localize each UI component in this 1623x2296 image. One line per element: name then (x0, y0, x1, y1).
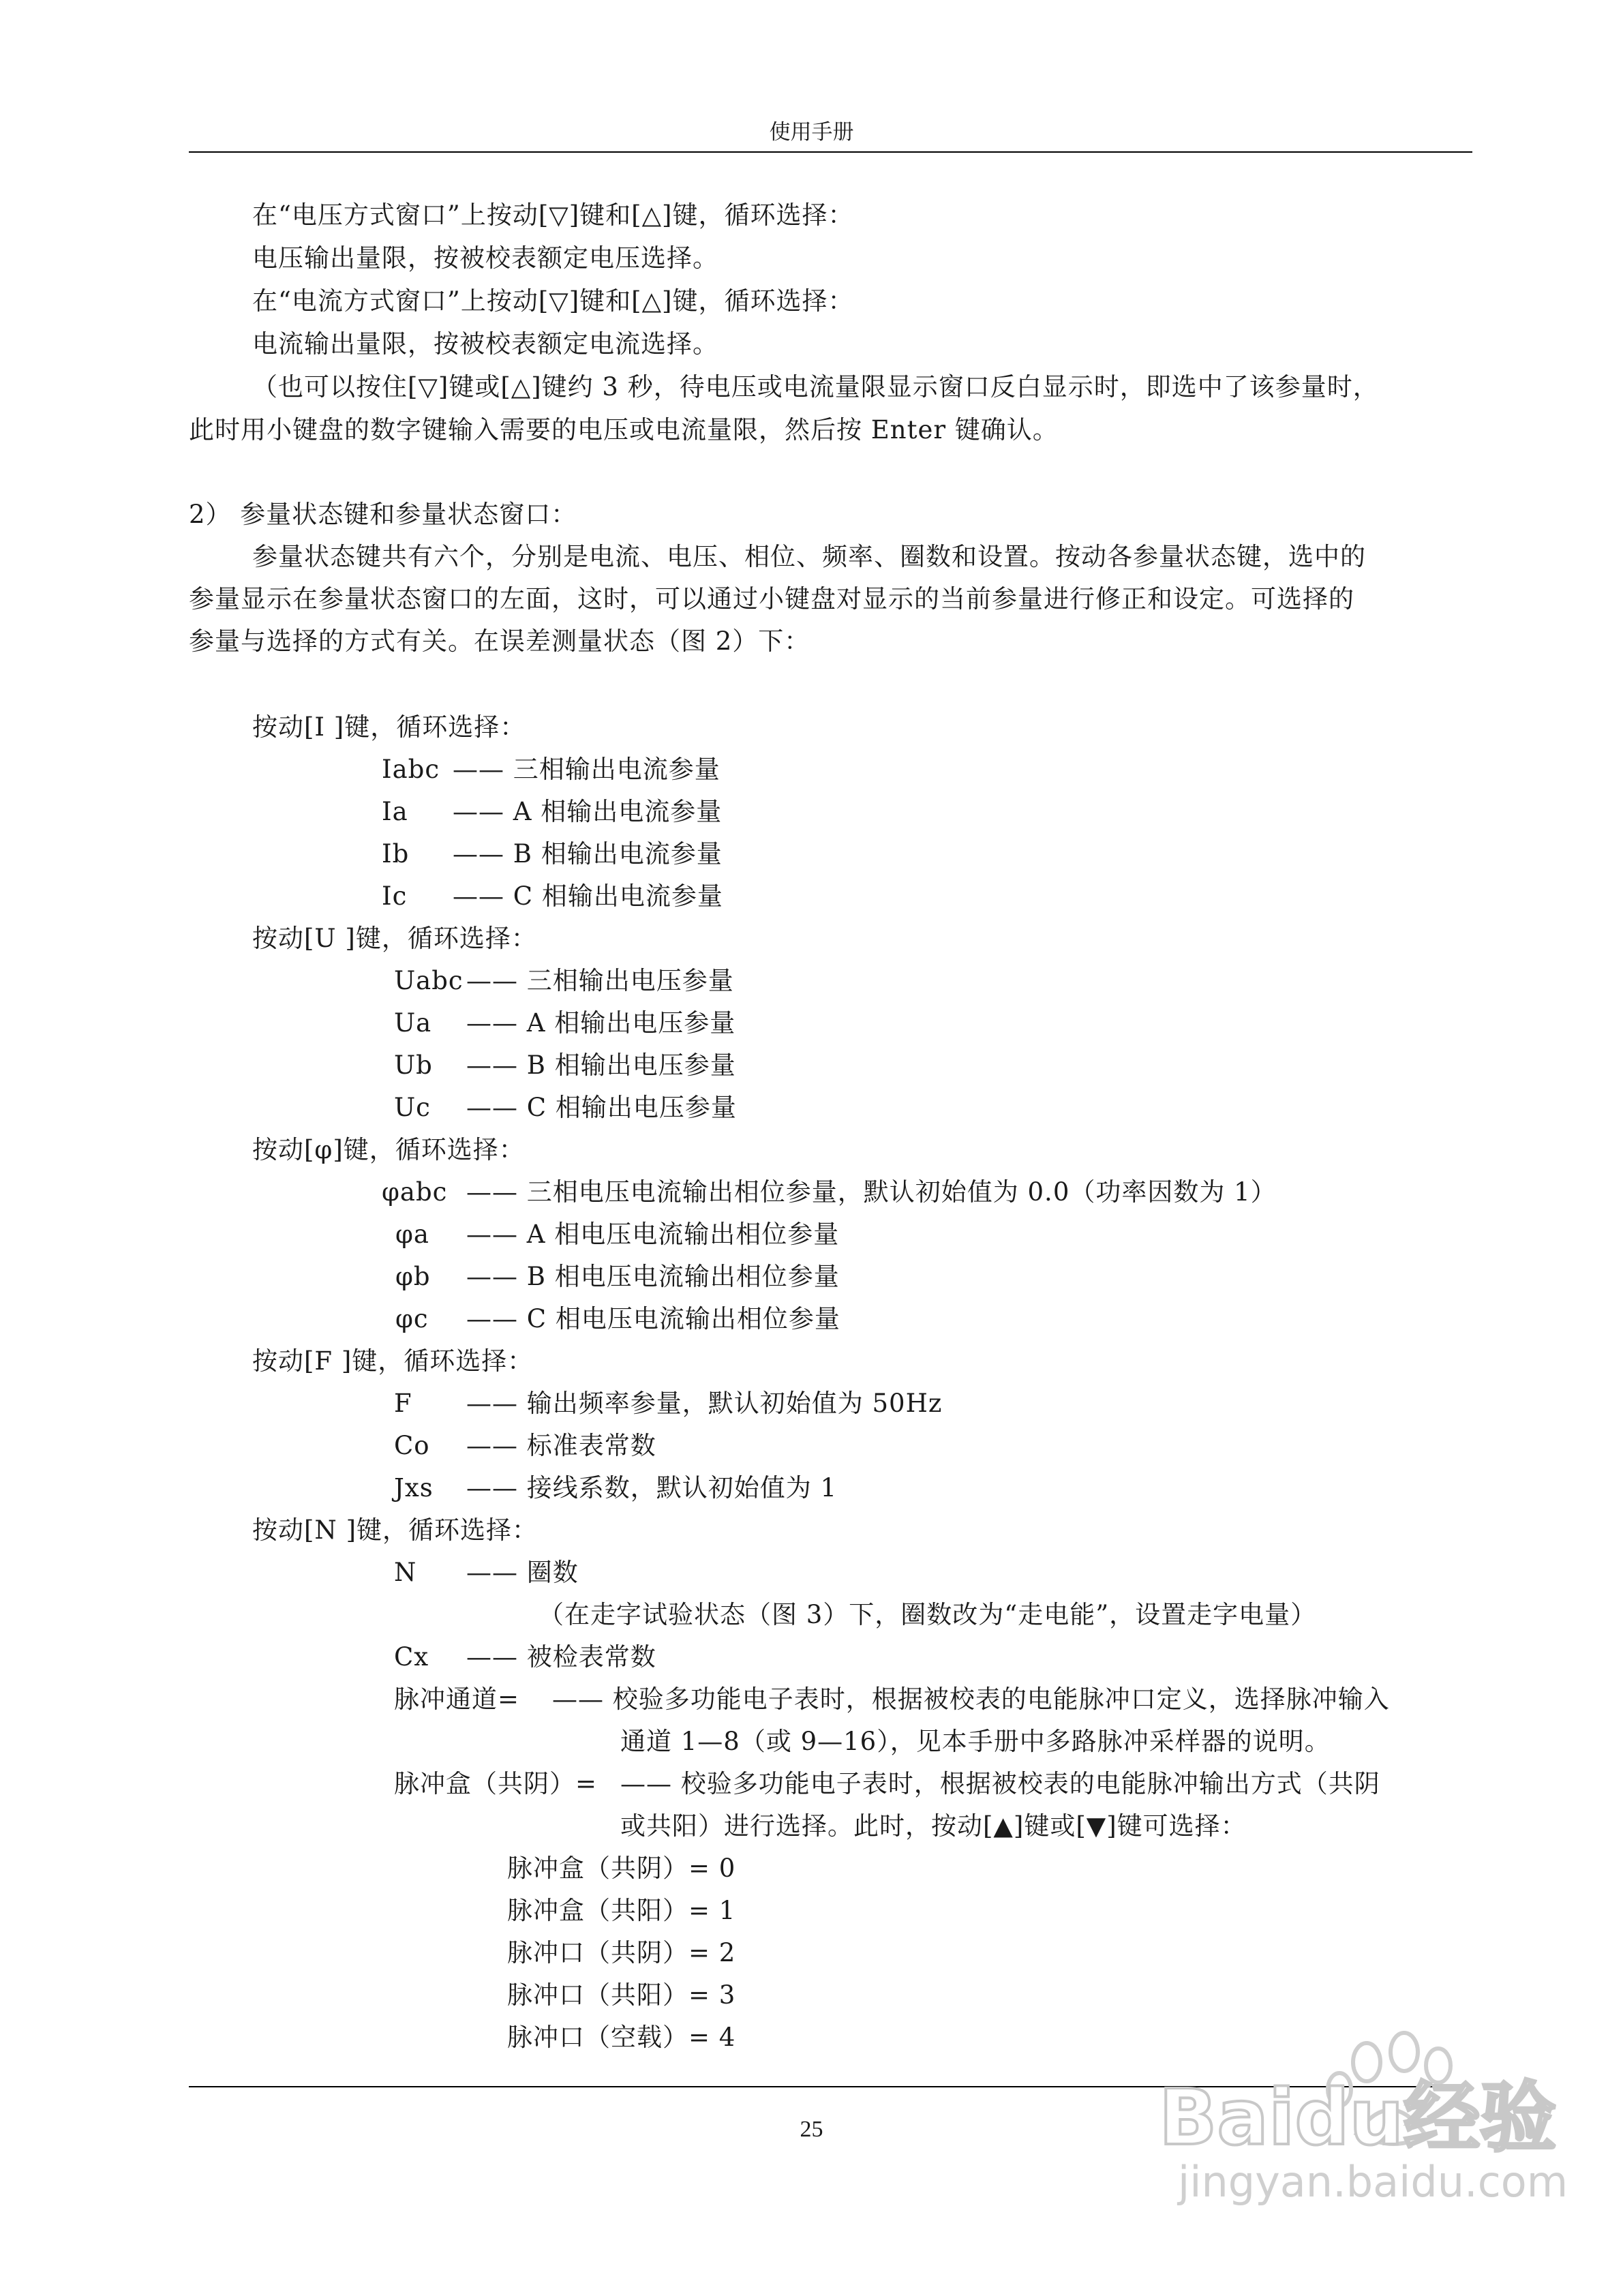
intro-line: 在“电压方式窗口”上按动[▽]键和[△]键，循环选择： (252, 200, 854, 230)
group-title-f: 按动[F ]键，循环选择： (252, 1346, 534, 1376)
param-desc: —— 接线系数，默认初始值为 1 (466, 1473, 838, 1502)
param-desc: —— A 相电压电流输出相位参量 (466, 1220, 840, 1249)
param-desc: —— B 相输出电压参量 (466, 1051, 736, 1080)
param-key: Ub (394, 1051, 433, 1080)
param-desc: —— A 相输出电流参量 (453, 797, 723, 826)
group-title-i: 按动[I ]键，循环选择： (252, 712, 526, 742)
intro-line: 电流输出量限，按被校表额定电流选择。 (252, 329, 718, 359)
param-key: φb (395, 1262, 431, 1291)
param-desc: —— 标准表常数 (466, 1431, 656, 1460)
param-key: Co (394, 1431, 430, 1460)
watermark-url: jingyan.baidu.com (1178, 2157, 1568, 2207)
intro-line: 此时用小键盘的数字键输入需要的电压或电流量限，然后按 Enter 键确认。 (189, 415, 1059, 444)
param-key: 脉冲盒（共阴）= (394, 1769, 598, 1798)
header-rule (189, 151, 1472, 153)
intro-line: 在“电流方式窗口”上按动[▽]键和[△]键，循环选择： (252, 286, 854, 316)
intro-line: 电压输出量限，按被校表额定电压选择。 (252, 243, 718, 273)
param-key: Iabc (382, 755, 440, 784)
pulse-option: 脉冲口（空载）= 4 (507, 2023, 736, 2052)
param-desc: —— C 相电压电流输出相位参量 (466, 1304, 840, 1333)
param-desc: —— 校验多功能电子表时，根据被校表的电能脉冲口定义，选择脉冲输入 (552, 1685, 1390, 1714)
pulse-option: 脉冲盒（共阳）= 1 (507, 1896, 736, 1925)
page-number: 25 (800, 2117, 823, 2142)
param-desc: —— 三相电压电流输出相位参量，默认初始值为 0.0（功率因数为 1） (466, 1177, 1277, 1207)
param-desc: —— 输出频率参量，默认初始值为 50Hz (466, 1389, 943, 1418)
group-title-n: 按动[N ]键，循环选择： (252, 1515, 539, 1545)
param-desc: —— B 相电压电流输出相位参量 (466, 1262, 840, 1291)
param-key: Uabc (394, 966, 464, 995)
param-key: Uc (394, 1093, 431, 1122)
param-note: （在走字试验状态（图 3）下，圈数改为“走电能”，设置走字电量） (539, 1600, 1317, 1629)
param-key: Cx (394, 1642, 429, 1672)
param-key: 脉冲通道= (394, 1685, 520, 1714)
param-desc: —— A 相输出电压参量 (466, 1008, 736, 1038)
param-key: φa (395, 1220, 429, 1249)
param-key: Ic (382, 881, 408, 911)
section-paragraph-line: 参量状态键共有六个，分别是电流、电压、相位、频率、圈数和设置。按动各参量状态键，选中的 (252, 542, 1366, 571)
param-desc-continued: 或共阳）进行选择。此时，按动[▲]键或[▼]键可选择： (620, 1811, 1247, 1841)
pulse-option: 脉冲口（共阳）= 3 (507, 1980, 736, 2010)
param-desc: —— 被检表常数 (466, 1642, 656, 1672)
section-heading: 2） 参量状态键和参量状态窗口： (189, 500, 577, 529)
pulse-option: 脉冲盒（共阴）= 0 (507, 1854, 736, 1883)
group-title-u: 按动[U ]键，循环选择： (252, 924, 537, 953)
param-key: φc (395, 1304, 429, 1333)
section-paragraph-line: 参量显示在参量状态窗口的左面，这时，可以通过小键盘对显示的当前参量进行修正和设定。可选择的 (189, 584, 1354, 614)
intro-line: （也可以按住[▽]键或[△]键约 3 秒，待电压或电流量限显示窗口反白显示时，即选中了该参量时， (252, 372, 1379, 402)
group-title-phi: 按动[φ]键，循环选择： (252, 1135, 525, 1164)
param-key: φabc (382, 1177, 448, 1207)
watermark-brand: Baidu经验 (1159, 2074, 1557, 2162)
param-desc: —— B 相输出电流参量 (453, 839, 723, 868)
param-desc: —— C 相输出电压参量 (466, 1093, 737, 1122)
param-desc: —— 三相输出电压参量 (466, 966, 734, 995)
param-key: Ua (394, 1008, 432, 1038)
pulse-option: 脉冲口（共阴）= 2 (507, 1938, 736, 1967)
param-key: Jxs (394, 1473, 434, 1502)
page-header-title: 使用手册 (769, 120, 854, 145)
param-key: Ia (382, 797, 408, 826)
param-key: F (394, 1389, 412, 1418)
baidu-jingyan-watermark (1104, 2025, 1581, 2209)
param-desc: —— 三相输出电流参量 (453, 755, 721, 784)
section-paragraph-line: 参量与选择的方式有关。在误差测量状态（图 2）下： (189, 626, 810, 656)
param-desc: —— 圈数 (466, 1558, 579, 1587)
param-desc: —— C 相输出电流参量 (453, 881, 723, 911)
param-key: N (394, 1558, 417, 1587)
param-desc-continued: 通道 1—8（或 9—16），见本手册中多路脉冲采样器的说明。 (620, 1727, 1331, 1756)
param-desc: —— 校验多功能电子表时，根据被校表的电能脉冲输出方式（共阴 (620, 1769, 1380, 1798)
param-key: Ib (382, 839, 410, 868)
